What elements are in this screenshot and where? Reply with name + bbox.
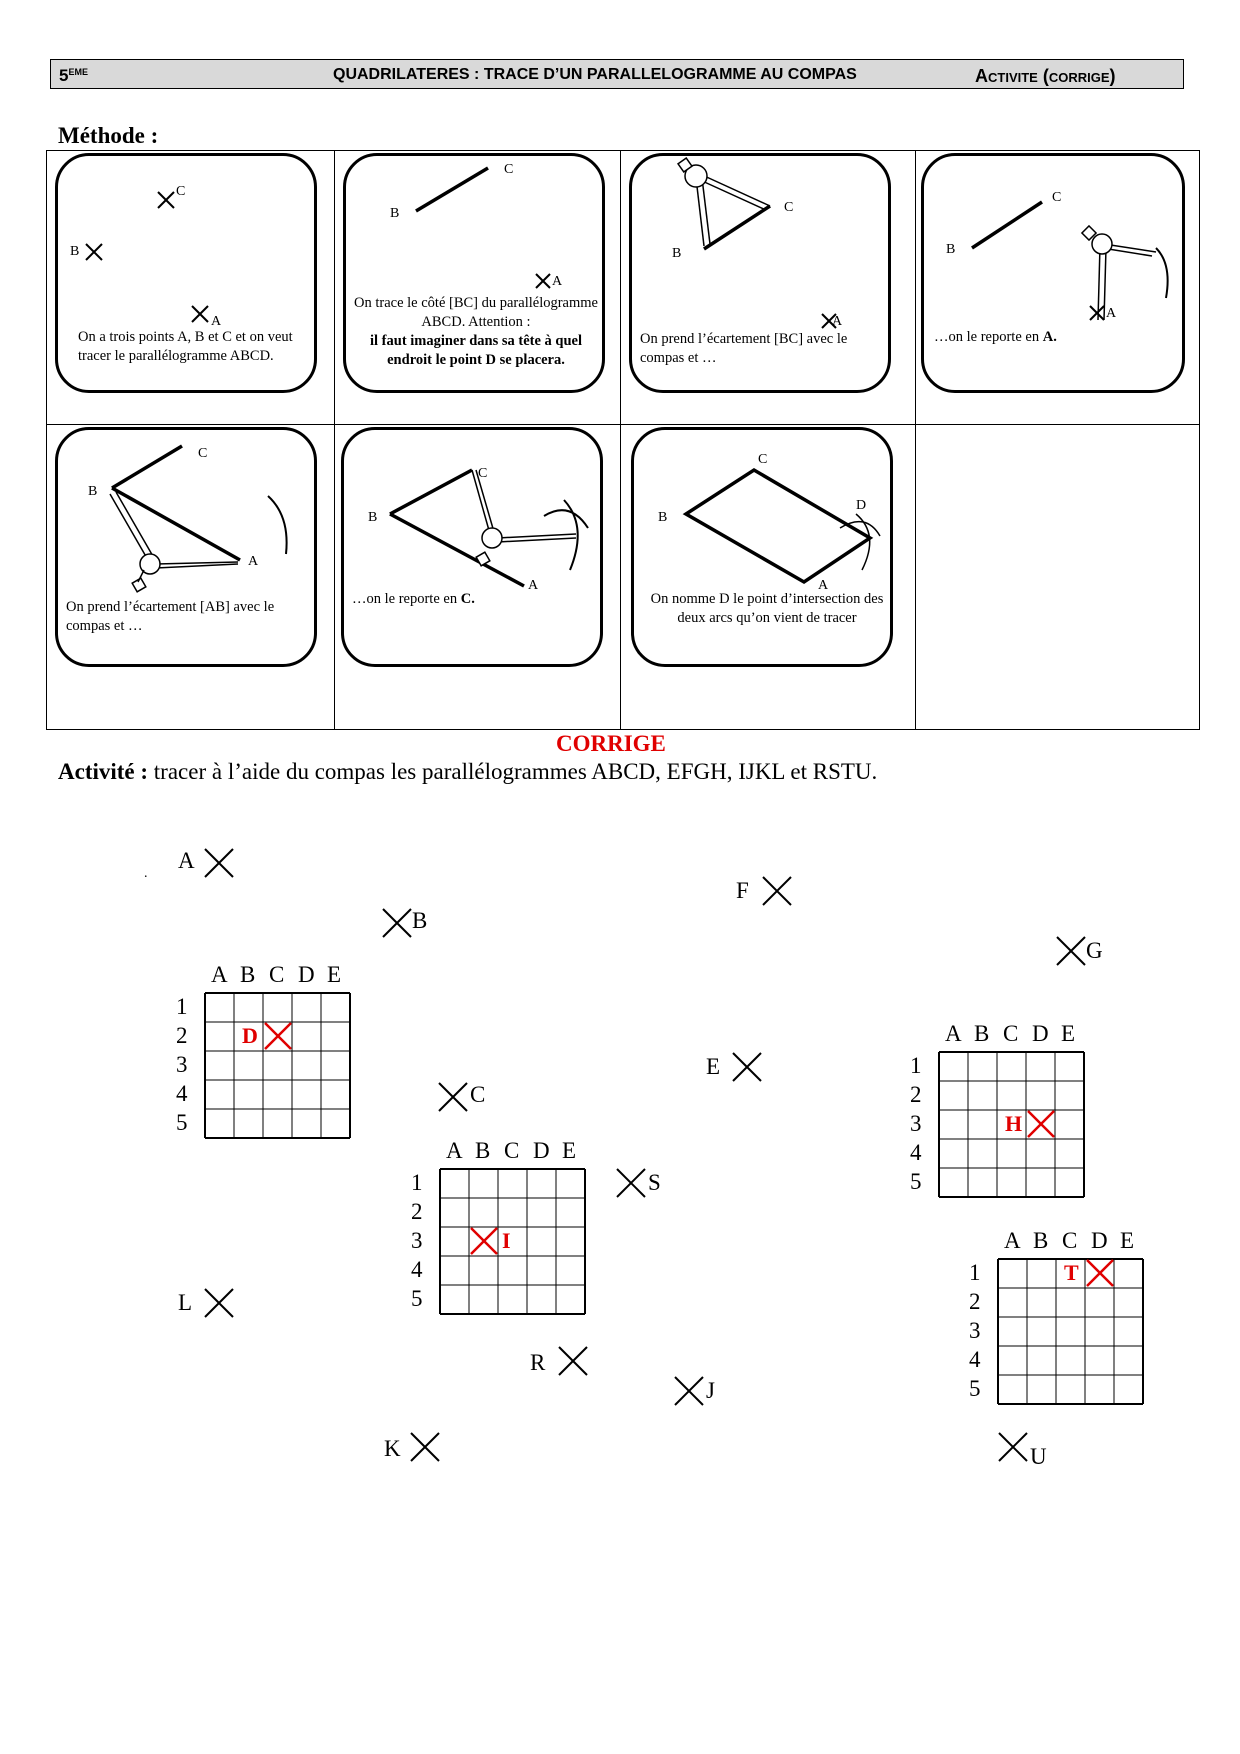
activity-instruction: Activité : tracer à l’aide du compas les parallélogrammes ABCD, EFGH, IJKL et RSTU.	[58, 759, 878, 784]
step-4-caption: …on le reporte en A.	[934, 329, 1057, 345]
header-title: QUADRILATERES : TRACE D’UN PARALLELOGRAMME AU COMPAS	[333, 66, 857, 83]
grid-column-label: B	[974, 1021, 990, 1046]
method-step-6: C B A …on le reporte en C.	[341, 427, 603, 667]
grid-column-label: D	[533, 1138, 550, 1163]
point-cross-a	[202, 846, 236, 880]
answer-cross	[263, 1021, 293, 1051]
method-step-4: C B A …on le reporte en A.	[921, 153, 1185, 393]
grid-row-label: 3	[411, 1228, 423, 1253]
method-step-7: C B D A On nomme D le point d’intersection des deux arcs qu’on vient de tracer	[631, 427, 893, 667]
method-title: Méthode :	[58, 123, 159, 148]
answer-letter: T	[1064, 1260, 1079, 1285]
grid-row-label: 4	[969, 1347, 981, 1372]
point-label-r: R	[530, 1350, 546, 1375]
answer-cross	[469, 1226, 499, 1256]
grid-row-label: 5	[176, 1110, 188, 1135]
grid-column-label: C	[504, 1138, 520, 1163]
point-cross-c	[436, 1080, 470, 1114]
point-label-g: G	[1086, 938, 1103, 963]
point-label-c: C	[470, 1082, 486, 1107]
grid-column-label: E	[1120, 1228, 1135, 1253]
grid-column-label: C	[1003, 1021, 1019, 1046]
grid-column-label: A	[1004, 1228, 1021, 1253]
header-bar	[50, 59, 1184, 89]
point-label-a: A	[178, 848, 195, 873]
point-cross-b	[380, 906, 414, 940]
grid-row-label: 4	[411, 1257, 423, 1282]
step-5-caption: On prend l’écartement [AB] avec le compas et …	[66, 599, 275, 634]
grid-column-label: B	[1033, 1228, 1049, 1253]
grid-row-label: 5	[411, 1286, 423, 1311]
step-1-caption: On a trois points A, B et C et on veut tracer le parallélogramme ABCD.	[78, 329, 293, 364]
point-label-e: E	[706, 1054, 721, 1079]
method-step-3: C B A On prend l’écartement [BC] avec le compas et …	[629, 153, 891, 393]
answer-letter: H	[1005, 1111, 1023, 1136]
method-step-1: C B A On a trois points A, B et C et on veut tracer le parallélogramme ABCD.	[55, 153, 317, 393]
step-2-caption: On trace le côté [BC] du parallélogramme ABCD. Attention : il faut imaginer dans sa tête à quel endroit le point D se placera.	[354, 295, 598, 368]
header-kind: Activite (corrige)	[975, 66, 1116, 86]
grid-row-label: 2	[969, 1289, 981, 1314]
stray-dot: .	[144, 866, 148, 881]
grid-column-label: E	[1061, 1021, 1076, 1046]
point-label-u: U	[1030, 1444, 1047, 1469]
point-cross-s	[614, 1166, 648, 1200]
grid-row-label: 2	[910, 1082, 922, 1107]
grid-row-label: 1	[411, 1170, 423, 1195]
step-6-figure	[344, 430, 606, 670]
point-cross-g	[1054, 934, 1088, 968]
grid-column-label: D	[1091, 1228, 1108, 1253]
grid-column-label: D	[1032, 1021, 1049, 1046]
grid-column-label: C	[269, 962, 285, 987]
point-label-l: L	[178, 1290, 193, 1315]
point-cross-u	[996, 1430, 1030, 1464]
corrige-label: CORRIGE	[556, 731, 666, 756]
grid-column-label: E	[562, 1138, 577, 1163]
grid-column-label: B	[240, 962, 256, 987]
grid-column-label: E	[327, 962, 342, 987]
step-3-caption: On prend l’écartement [BC] avec le compas et …	[640, 331, 848, 366]
grid-row-label: 1	[969, 1260, 981, 1285]
grid-row-label: 4	[910, 1140, 922, 1165]
point-cross-k	[408, 1430, 442, 1464]
point-label-s: S	[648, 1170, 661, 1195]
grid-row-label: 2	[176, 1023, 188, 1048]
grid-row-label: 2	[411, 1199, 423, 1224]
answer-cross	[1085, 1258, 1115, 1288]
answer-letter: I	[502, 1228, 511, 1253]
grid-column-label: D	[298, 962, 315, 987]
grid-column-label: A	[446, 1138, 463, 1163]
point-label-b: B	[412, 908, 428, 933]
grid-row-label: 5	[910, 1169, 922, 1194]
method-step-5: C B A On prend l’écartement [AB] avec le compas et …	[55, 427, 317, 667]
point-label-j: J	[706, 1378, 715, 1403]
grid-row-label: 3	[969, 1318, 981, 1343]
point-label-f: F	[736, 878, 749, 903]
grid-column-label: A	[945, 1021, 962, 1046]
point-cross-j	[672, 1374, 706, 1408]
step-6-caption: …on le reporte en C.	[352, 591, 475, 607]
grid-column-label: B	[475, 1138, 491, 1163]
answer-cross	[1026, 1109, 1056, 1139]
point-cross-r	[556, 1344, 590, 1378]
method-table	[46, 150, 1200, 730]
step-7-caption: On nomme D le point d’intersection des deux arcs qu’on vient de tracer	[650, 591, 884, 626]
method-step-2: C B A On trace le côté [BC] du parallélogramme ABCD. Attention : il faut imaginer dans sa tête à quel endroit le point D se placera.	[343, 153, 605, 393]
grid-row-label: 3	[176, 1052, 188, 1077]
grid-row-label: 1	[910, 1053, 922, 1078]
grid-cells	[439, 1168, 586, 1315]
point-cross-f	[760, 874, 794, 908]
grid-row-label: 5	[969, 1376, 981, 1401]
grid-row-label: 3	[910, 1111, 922, 1136]
grid-row-label: 1	[176, 994, 188, 1019]
grid-row-label: 4	[176, 1081, 188, 1106]
grid-column-label: A	[211, 962, 228, 987]
grid-cells	[204, 992, 351, 1139]
grid-column-label: C	[1062, 1228, 1078, 1253]
point-cross-e	[730, 1050, 764, 1084]
answer-letter: D	[242, 1023, 258, 1048]
point-cross-l	[202, 1286, 236, 1320]
point-label-k: K	[384, 1436, 401, 1461]
header-level: 5EME	[59, 66, 88, 85]
